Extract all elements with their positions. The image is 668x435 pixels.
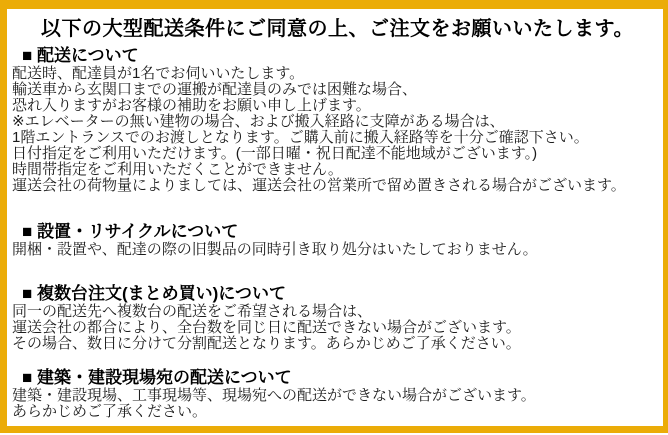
section-multiple-units-line: その場合、数日に分けて分割配送となります。あらかじめご了承ください。 — [12, 335, 521, 352]
section-delivery-line: 時間帯指定をご利用いただくことができません。 — [12, 161, 343, 178]
section-delivery-line: ※エレベーターの無い建物の場合、および搬入経路に支障がある場合は、 — [12, 113, 505, 130]
notice-title: 以下の大型配送条件にご同意の上、ご注文をお願いいたします。 — [41, 18, 634, 40]
section-delivery-line: 輸送車から玄関口までの運搬が配達員のみでは困難な場合、 — [12, 81, 418, 98]
section-multiple-units-heading: ■ 複数台注文(まとめ買い)について — [22, 284, 286, 303]
section-construction-site-line: あらかじめご了承ください。 — [12, 403, 208, 420]
section-delivery-line: 恐れ入りますがお客様の補助をお願い申し上げます。 — [12, 97, 371, 114]
section-setup-recycle — [12, 222, 663, 258]
section-delivery-line: 1階エントランスでのお渡しとなります。ご購入前に搬入経路等を十分ご確認下さい。 — [12, 129, 589, 146]
section-construction-site — [12, 368, 663, 420]
section-multiple-units — [12, 284, 663, 352]
section-delivery-line: 運送会社の荷物量によりましては、運送会社の営業所で留め置きされる場合がございます。 — [12, 177, 626, 194]
section-delivery-line: 配送時、配達員が1名でお伺いいたします。 — [12, 65, 305, 82]
section-delivery-line: 日付指定をご利用いただけます。(一部日曜・祝日配達不能地域がございます。) — [12, 145, 538, 162]
section-construction-site-heading: ■ 建築・建設現場宛の配送について — [22, 368, 292, 387]
section-delivery-heading: ■ 配送について — [22, 46, 139, 65]
section-multiple-units-line: 同一の配送先へ複数台の配送をご希望される場合は、 — [12, 303, 373, 320]
section-setup-recycle-line: 開梱・設置や、配達の際の旧製品の同時引き取り処分はいたしておりません。 — [12, 241, 538, 258]
section-multiple-units-line: 運送会社の都合により、全台数を同じ日に配送できない場合がございます。 — [12, 319, 521, 336]
section-delivery — [12, 46, 663, 194]
section-setup-recycle-heading: ■ 設置・リサイクルについて — [22, 222, 239, 241]
section-construction-site-line: 建築・建設現場、工事現場等、現場宛への配送ができない場合がございます。 — [12, 387, 536, 404]
